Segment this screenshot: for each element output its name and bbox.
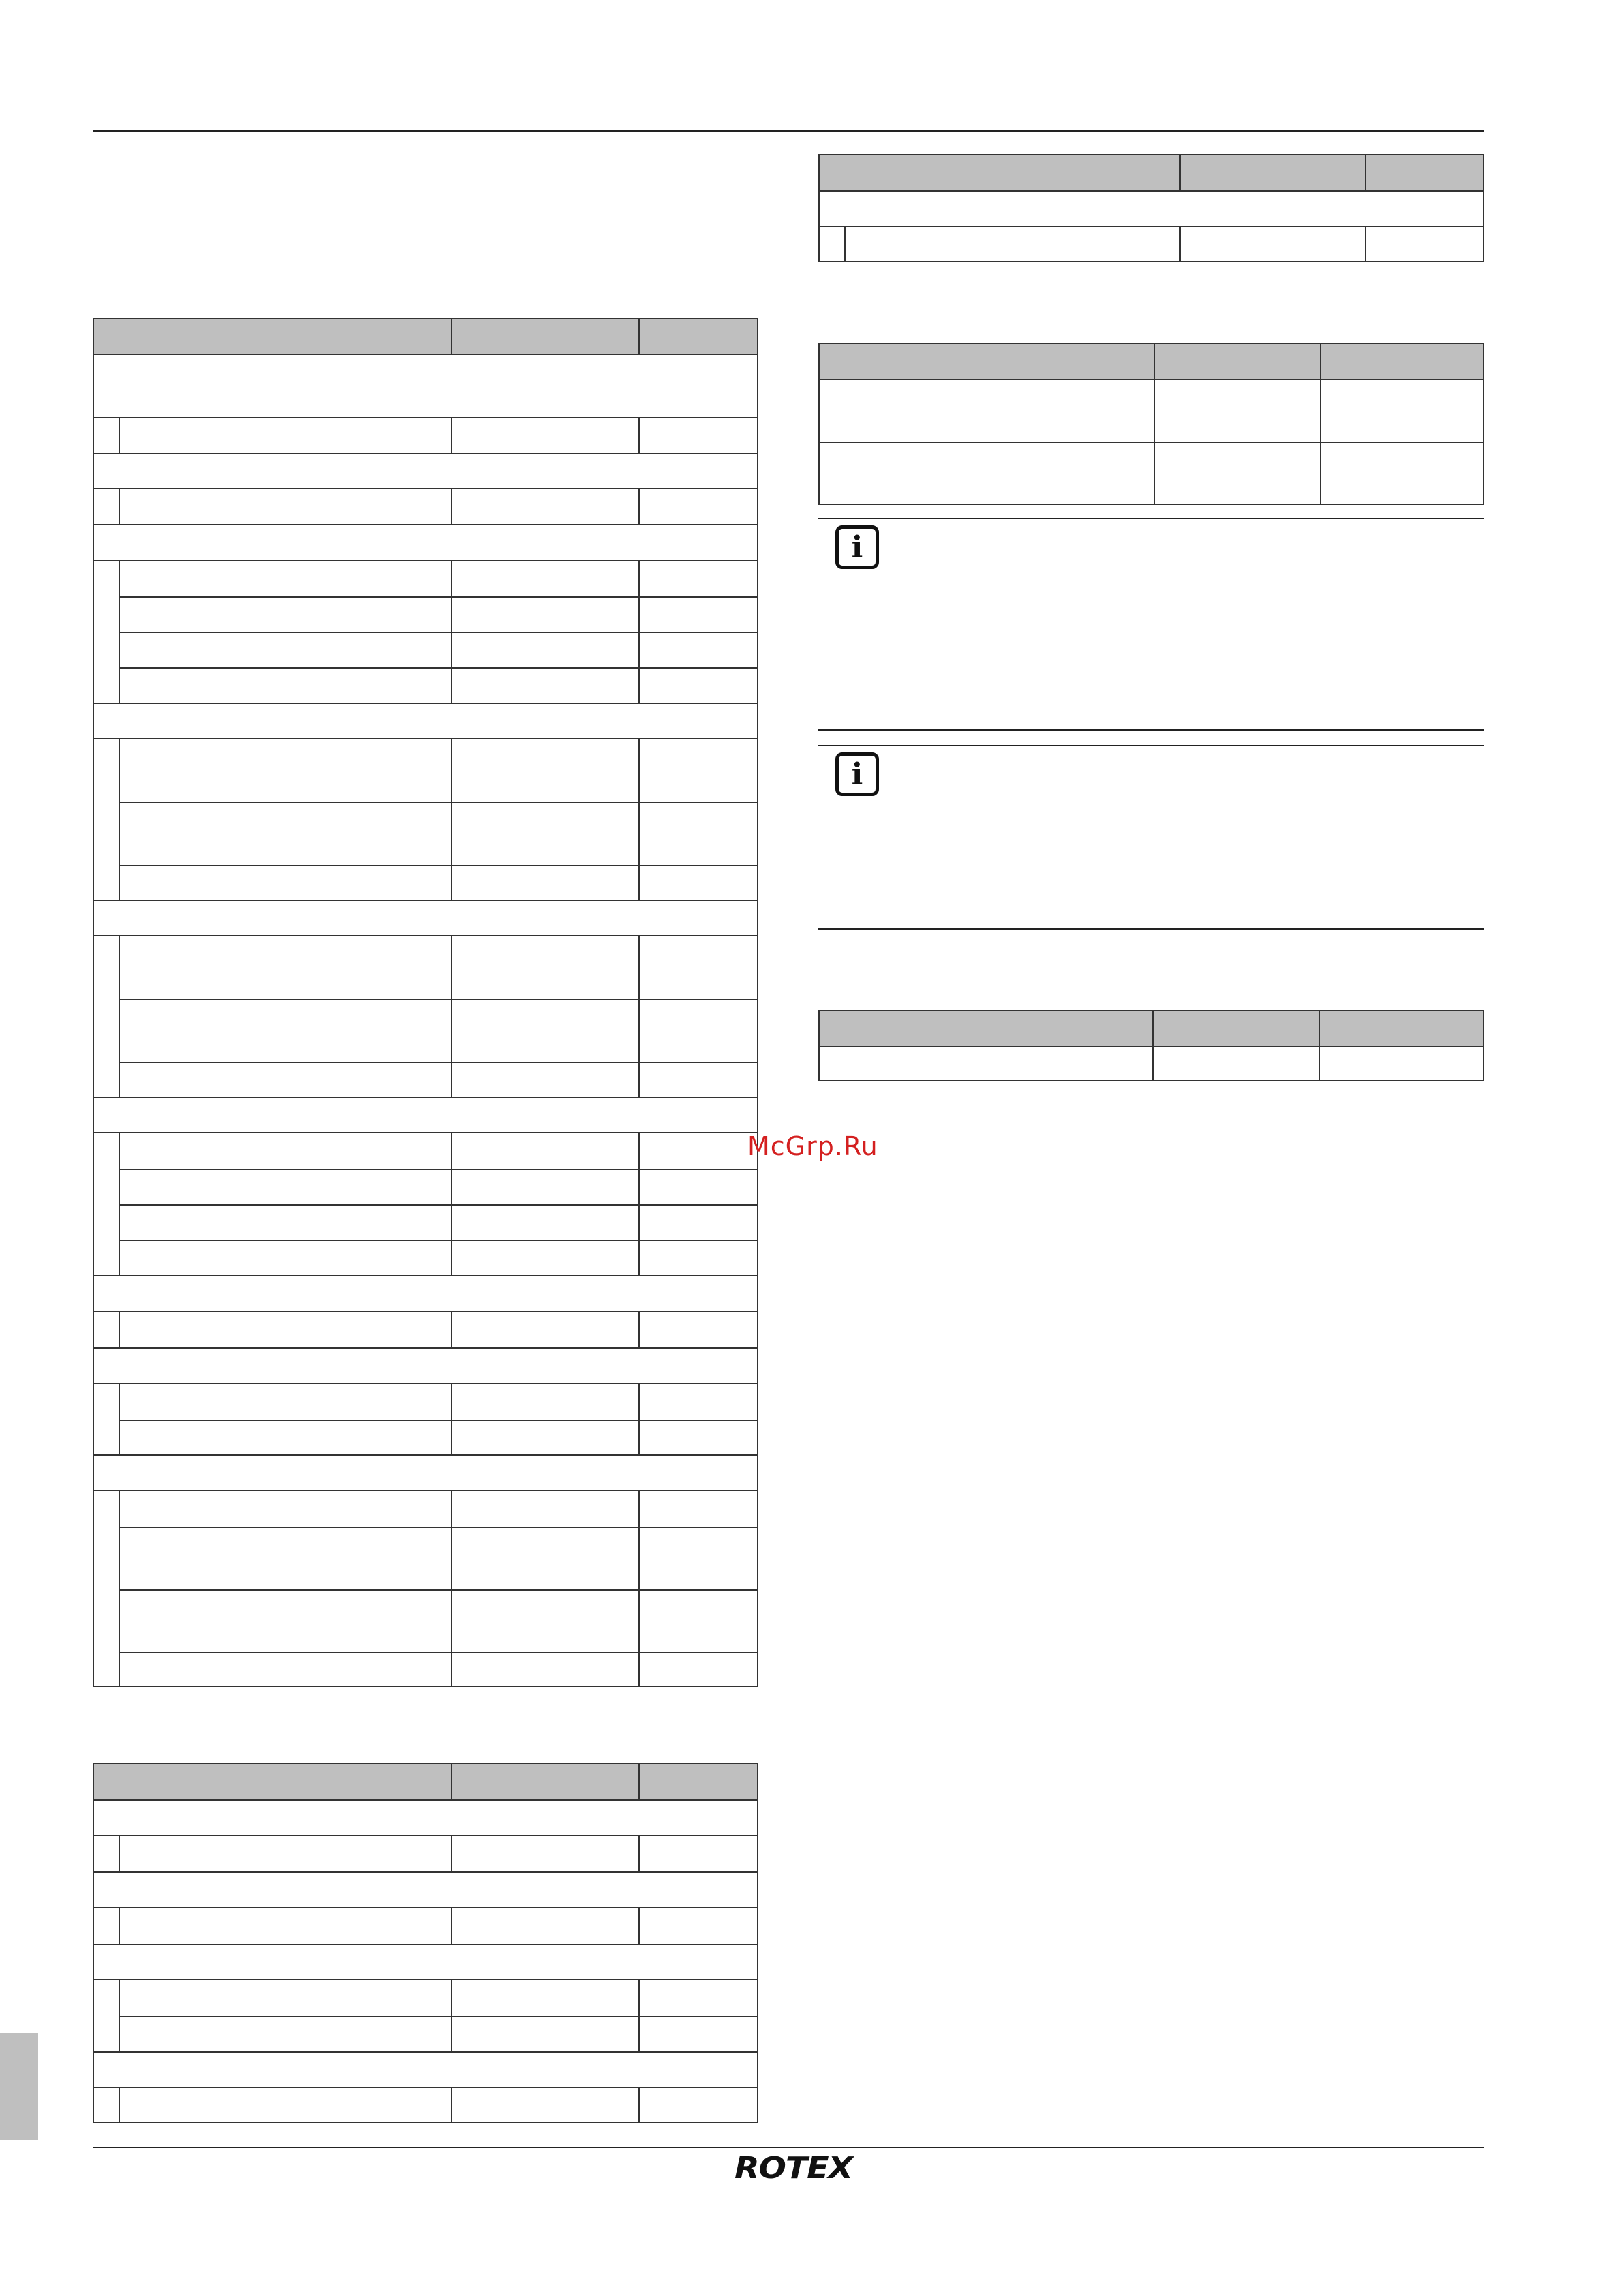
- row-group: [820, 226, 1483, 261]
- table-row: [120, 1836, 757, 1871]
- row-group: [94, 1132, 757, 1275]
- section-row: [94, 2051, 757, 2087]
- rotex-logo: ROTEX: [735, 2151, 853, 2186]
- note-1-bottom-rule: [818, 729, 1484, 731]
- table-header-row: [94, 319, 757, 354]
- table-row: [120, 2088, 757, 2122]
- table-row: [120, 1491, 757, 1527]
- top-rule: [93, 130, 1484, 132]
- side-chapter-tab: [0, 2033, 38, 2140]
- section-row: [94, 524, 757, 560]
- section-row: [94, 453, 757, 488]
- section-row: [94, 1871, 757, 1907]
- info-icon: i: [835, 752, 879, 796]
- table-row: [120, 561, 757, 596]
- table-row: [120, 1204, 757, 1240]
- section-row: [94, 1944, 757, 1979]
- table-row: [120, 1133, 757, 1169]
- row-group: [94, 1835, 757, 1871]
- table-row: [120, 1062, 757, 1097]
- row-group: [94, 1907, 757, 1944]
- row-group: [94, 935, 757, 1097]
- footer-rule: [93, 2147, 1484, 2148]
- section-row: [94, 1347, 757, 1383]
- row-group: [94, 1383, 757, 1454]
- table-row: [120, 596, 757, 632]
- row-group: [94, 560, 757, 703]
- table-row: [120, 1908, 757, 1944]
- table-header-row: [820, 344, 1483, 379]
- section-row: [94, 1275, 757, 1311]
- table-row: [120, 489, 757, 524]
- note-1-top-rule: [818, 518, 1484, 519]
- right-table-3: [818, 1010, 1484, 1081]
- note-2-bottom-rule: [818, 928, 1484, 930]
- row-group: [94, 2087, 757, 2122]
- table-header-row: [820, 1011, 1483, 1046]
- section-row: [94, 703, 757, 738]
- section-row: [820, 190, 1483, 226]
- section-row: [94, 1454, 757, 1490]
- info-icon: i: [835, 525, 879, 569]
- row-group: [94, 1311, 757, 1347]
- section-row: [94, 900, 757, 935]
- table-row: [120, 1169, 757, 1204]
- table-row: [120, 667, 757, 703]
- table-row: [120, 1420, 757, 1454]
- table-row: [820, 379, 1483, 442]
- row-group: [94, 738, 757, 900]
- table-row: [120, 802, 757, 865]
- table-row: [120, 1980, 757, 2016]
- left-table-2: [93, 1763, 758, 2123]
- table-row: [846, 227, 1483, 261]
- table-row: [120, 1527, 757, 1589]
- left-table-1: [93, 318, 758, 1687]
- right-table-2: [818, 343, 1484, 505]
- row-group: [94, 417, 757, 453]
- section-row: [94, 354, 757, 417]
- note-2-top-rule: [818, 745, 1484, 746]
- table-row: [120, 632, 757, 667]
- table-row: [820, 1046, 1483, 1080]
- row-group: [94, 1979, 757, 2051]
- table-row: [120, 936, 757, 999]
- table-row: [120, 1240, 757, 1275]
- table-row: [820, 442, 1483, 504]
- section-row: [94, 1097, 757, 1132]
- table-row: [120, 865, 757, 900]
- table-row: [120, 418, 757, 453]
- table-row: [120, 1312, 757, 1347]
- table-row: [120, 1652, 757, 1686]
- table-header-row: [94, 1764, 757, 1799]
- section-row: [94, 1799, 757, 1835]
- table-row: [120, 2016, 757, 2051]
- table-row: [120, 1589, 757, 1652]
- table-row: [120, 739, 757, 802]
- watermark-text: McGrp.Ru: [747, 1131, 878, 1161]
- table-row: [120, 1384, 757, 1420]
- table-row: [120, 999, 757, 1062]
- table-header-row: [820, 155, 1483, 190]
- row-group: [94, 488, 757, 524]
- row-group: [94, 1490, 757, 1686]
- right-table-1: [818, 154, 1484, 262]
